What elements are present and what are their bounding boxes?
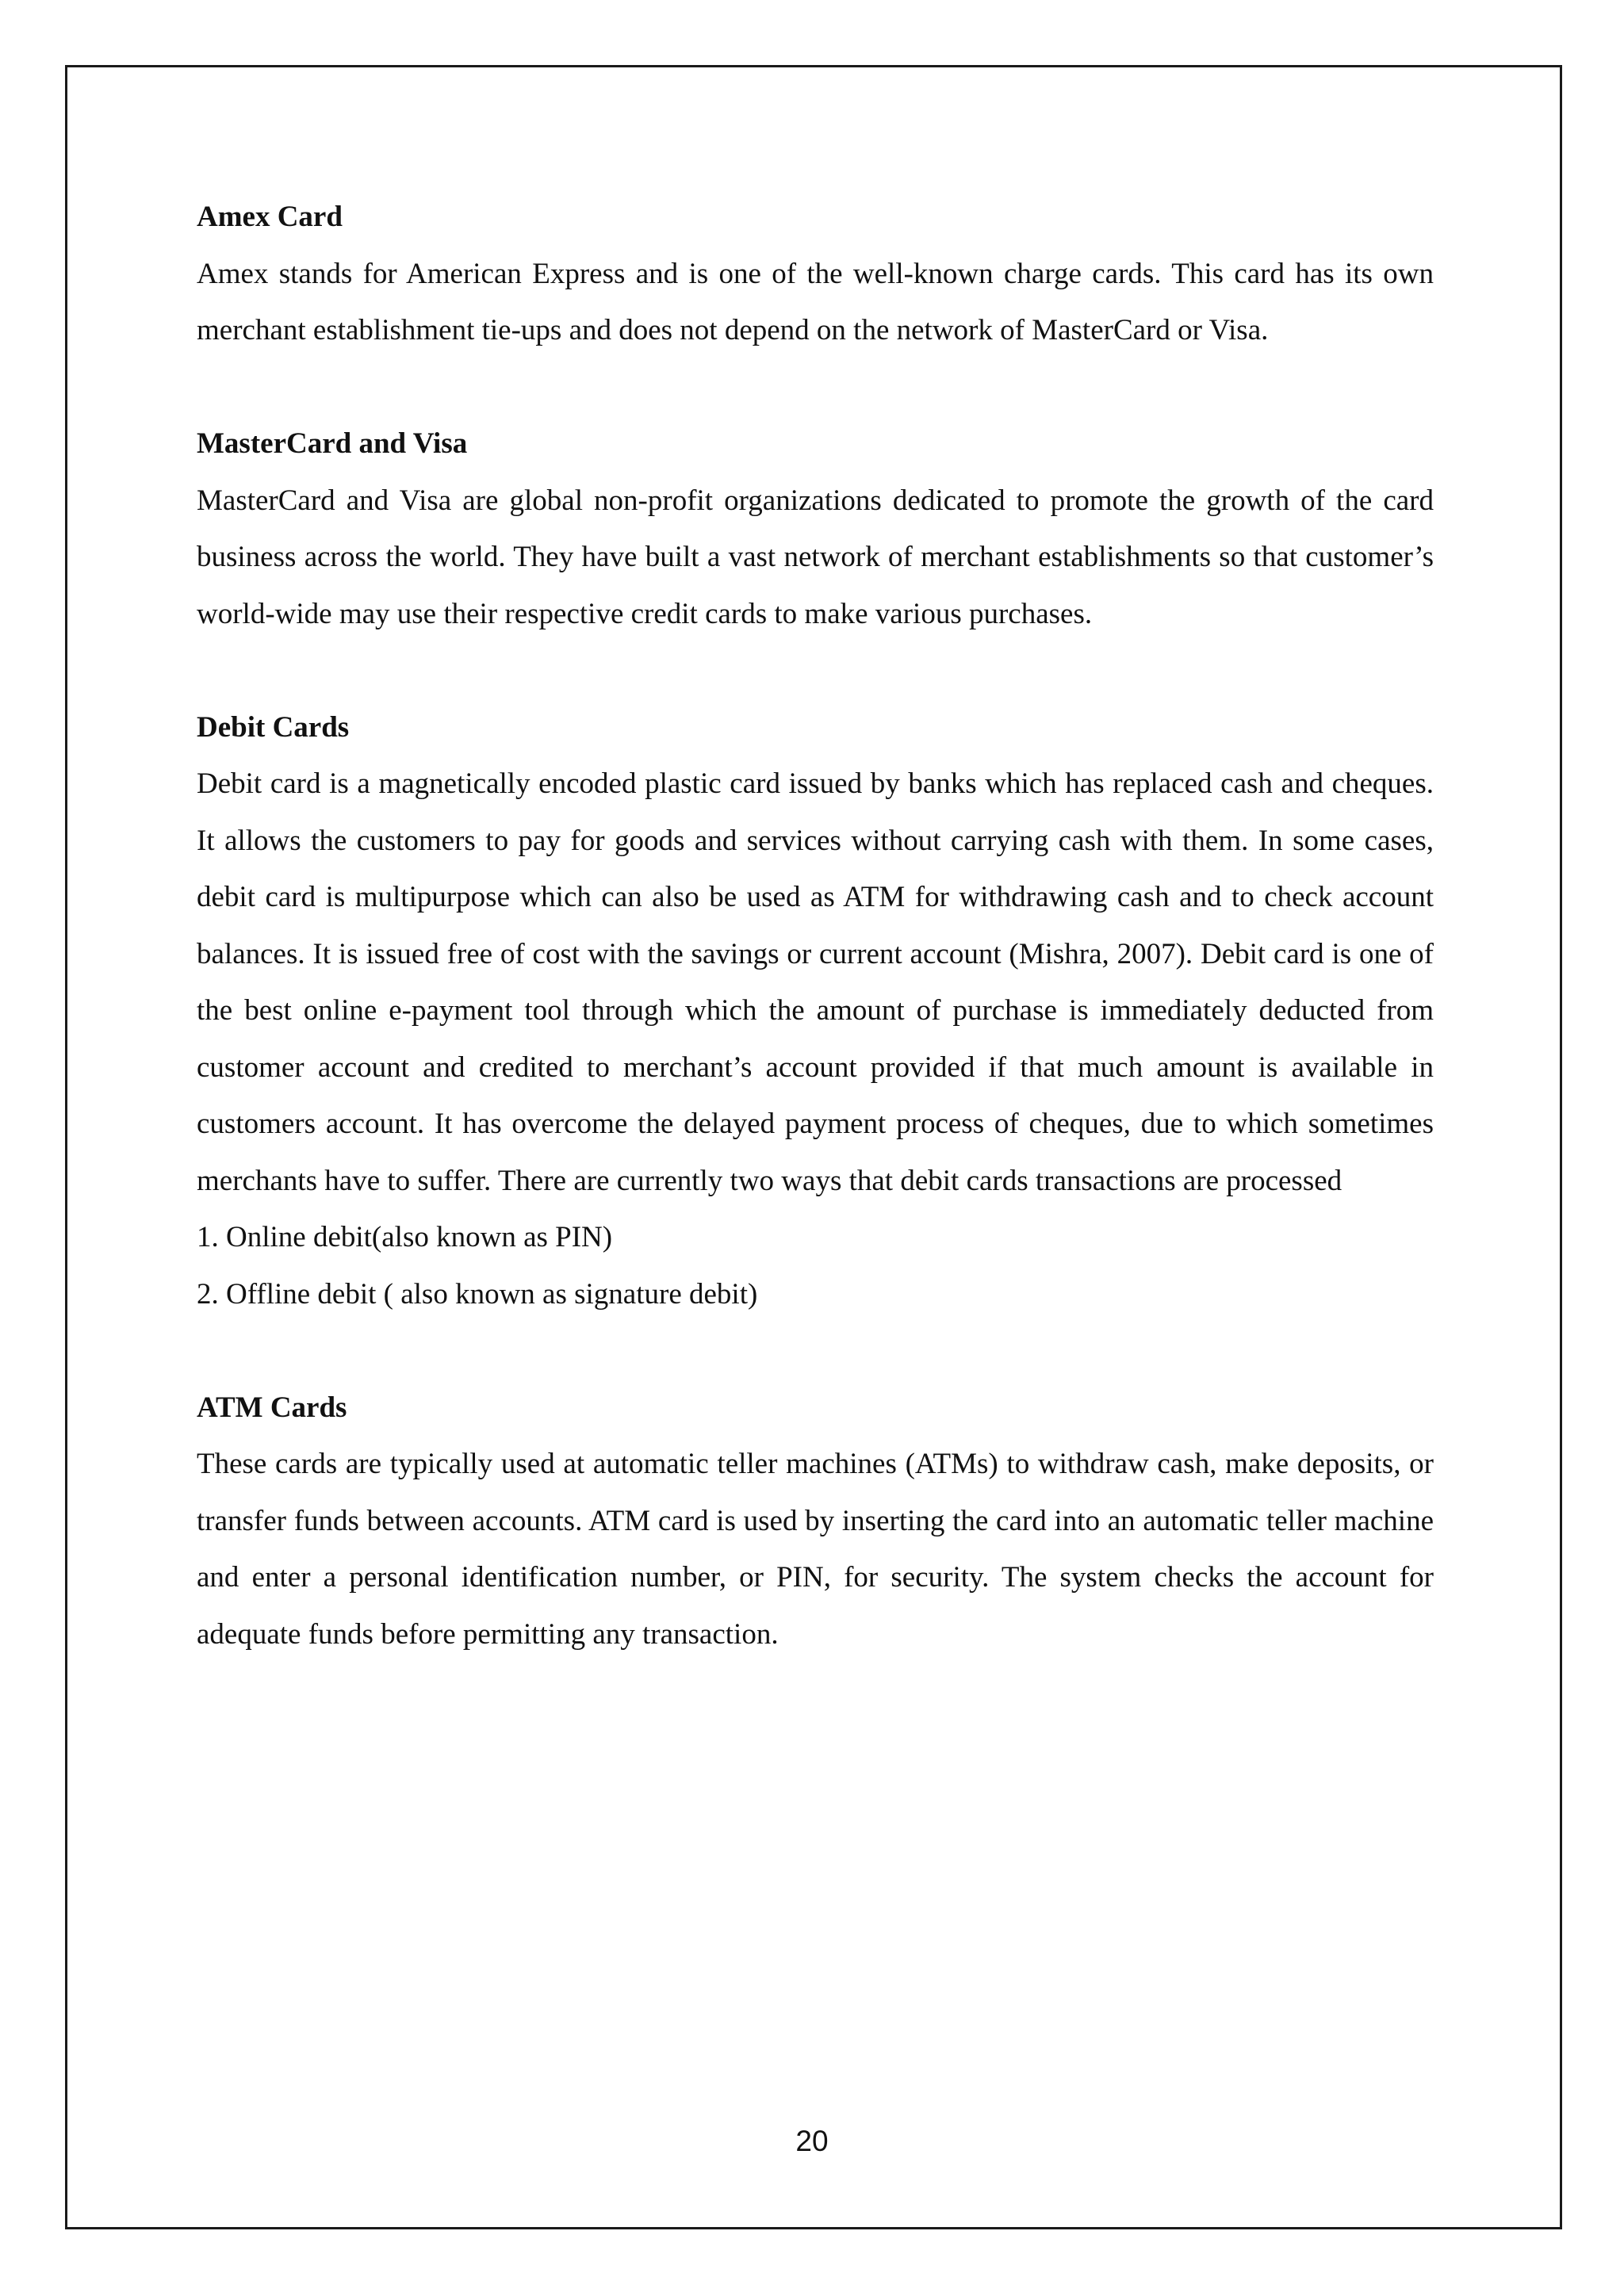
- section-amex-card: [197, 189, 1434, 359]
- page-number: 20: [795, 2125, 829, 2157]
- section-paragraph: Amex stands for American Express and is one of the well-known charge cards. This card has its own merchant establishment tie-ups and does not depend on the network of MasterCard or Visa.: [197, 257, 1434, 346]
- section-heading: Debit Cards: [197, 710, 350, 744]
- section-debit-cards: [197, 699, 1434, 1323]
- section-heading: MasterCard and Visa: [197, 427, 468, 460]
- section-paragraph: These cards are typically used at automatic teller machines (ATMs) to withdraw cash, make deposits, or transfer funds between accounts. ATM card is used by inserting the card into an automatic teller machine and enter a personal identification number, or PIN, for security. The system checks the account for adequate funds before permitting any transaction.: [197, 1448, 1434, 1651]
- list-item: 1. Online debit(also known as PIN): [197, 1221, 613, 1253]
- section-heading: Amex Card: [197, 201, 343, 233]
- section-paragraph: MasterCard and Visa are global non-profit organizations dedicated to promote the growth of the card business across the world. They have built a vast network of merchant establishments so that customer’s world-wide may use their respective credit cards to make various purchases.: [197, 484, 1434, 630]
- section-mastercard-visa: [197, 415, 1434, 642]
- section-paragraph: Debit card is a magnetically encoded plastic card issued by banks which has replaced cash and cheques. It allows the customers to pay for goods and services without carrying cash with them. In some cases, debit card is multipurpose which can also be used as ATM for withdrawing cash and to check account balances. It is issued free of cost with the savings or current account (Mishra, 2007). Debit card is one of the best online e-payment tool through which the amount of purchase is immediately deducted from customer account and credited to merchant’s account provided if that much amount is available in customers account. It has overcome the delayed payment process of cheques, due to which sometimes merchants have to suffer. There are currently two ways that debit cards transactions are processed: [197, 767, 1434, 1197]
- section-atm-cards: [197, 1380, 1434, 1663]
- section-heading: ATM Cards: [197, 1391, 347, 1424]
- list-item: 2. Offline debit ( also known as signature debit): [197, 1277, 758, 1311]
- document-body: [197, 189, 1434, 1720]
